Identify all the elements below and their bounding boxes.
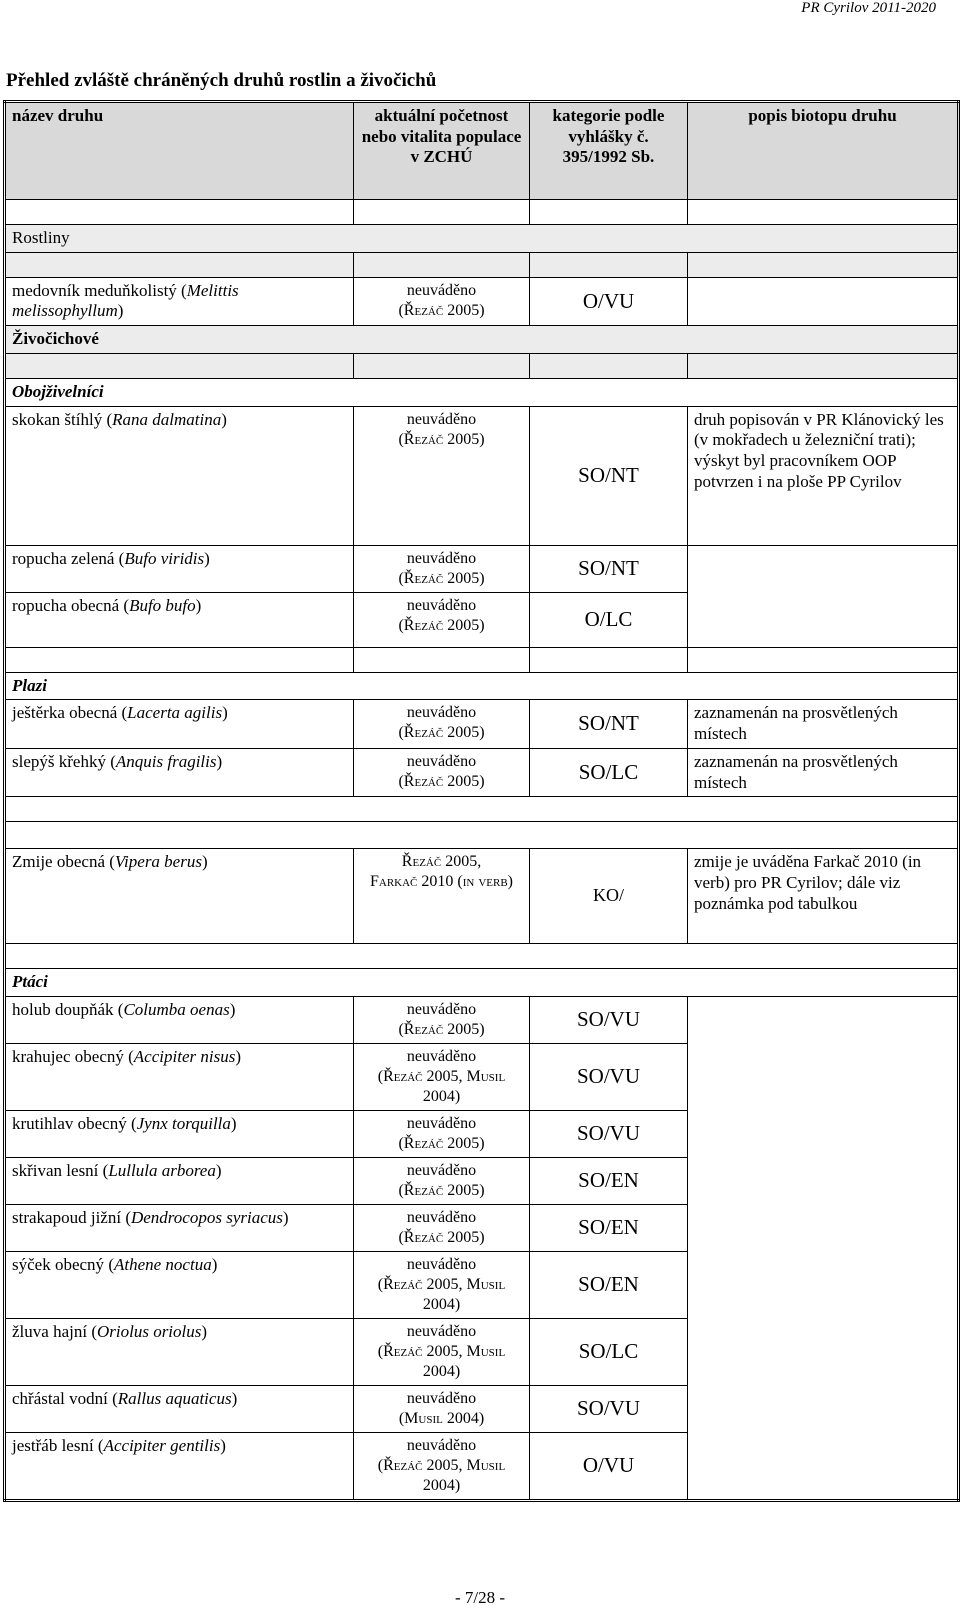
count-source: (Řezáč 2005) [398,616,485,634]
table-row: skřivan lesní (Lullula arborea) neuváděno (Řezáč 2005) SO/EN [5,1158,959,1205]
table-row: slepýš křehký (Anquis fragilis) neuváděno (Řezáč 2005) SO/LC zaznamenán na prosvětlených místech [5,748,959,796]
species-latin: Lullula arborea [108,1161,216,1181]
table-row: holub doupňák (Columba oenas) neuváděno (Řezáč 2005) SO/VU [5,997,959,1044]
section-plants: Rostliny [5,225,959,253]
table-row: medovník meduňkolistý (Melittis melissophyllum) neuváděno (Řezáč 2005) O/VU [5,277,959,325]
section-reptiles: Plazi [5,672,959,700]
count-value: neuváděno [406,1209,477,1227]
header-count: aktuální početnost nebo vitalita populace v ZCHÚ [354,102,530,200]
biotope-text: zaznamenán na prosvětlených místech [688,748,959,796]
category-value: SO/VU [530,1386,688,1433]
species-latin: Anquis fragilis [115,751,217,771]
species-latin: Bufo viridis [124,548,205,568]
species-latin: Rallus aquaticus [117,1389,232,1409]
category-value: O/VU [530,277,688,325]
count-source: (Řezáč 2005) [398,1135,485,1153]
count-value: neuváděno [406,704,477,722]
category-value: SO/NT [530,545,688,592]
count-source: (Řezáč 2005, Musil 2004) [377,1343,506,1381]
species-latin: Vipera berus [114,852,202,872]
section-birds: Ptáci [5,969,959,997]
count-value: neuváděno [406,410,477,428]
table-row: skokan štíhlý (Rana dalmatina) neuváděno (Řezáč 2005) SO/NT druh popisován v PR Klánovický les (v mokřadech u železniční trati); výskyt byl pracovníkem OOP potvrzen i na ploše PP Cyrilov [5,406,959,545]
category-value: SO/VU [530,1111,688,1158]
section-amphibians: Obojživelníci [5,378,959,406]
table-row: jestřáb lesní (Accipiter gentilis) neuváděno (Řezáč 2005, Musil 2004) O/VU [5,1433,959,1501]
species-name: holub doupňák [12,1000,114,1020]
page-title: Přehled zvláště chráněných druhů rostlin a živočichů [6,70,437,91]
table-row: sýček obecný (Athene noctua) neuváděno (Řezáč 2005, Musil 2004) SO/EN [5,1252,959,1319]
count-source: (Musil 2004) [398,1410,485,1428]
count-source: (Řezáč 2005, Musil 2004) [377,1276,506,1314]
category-value: SO/EN [530,1205,688,1252]
species-latin: Lacerta agilis [127,703,223,723]
count-value: Řezáč 2005, [401,853,482,871]
spacer-row [5,647,959,672]
species-latin: Rana dalmatina [112,409,222,429]
category-value: SO/VU [530,997,688,1044]
header-category: kategorie podle vyhlášky č. 395/1992 Sb. [530,102,688,200]
species-latin: Oriolus oriolus [96,1322,202,1342]
spacer-row [5,944,959,969]
count-source: (Řezáč 2005) [398,569,485,587]
table-row: Zmije obecná (Vipera berus) Řezáč 2005, Farkač 2010 (in verb) KO/ zmije je uváděna Farkač 2010 (in verb) pro PR Cyrilov; dále viz poznámka pod tabulkou [5,849,959,944]
biotope-text [688,997,959,1501]
table-row: krutihlav obecný (Jynx torquilla) neuváděno (Řezáč 2005) SO/VU [5,1111,959,1158]
species-latin: Athene noctua [113,1255,212,1275]
count-value: neuváděno [406,1323,477,1341]
category-value: O/LC [530,592,688,647]
count-source: (Řezáč 2005) [398,1182,485,1200]
species-name: ropucha obecná [12,595,120,615]
spacer-row [5,200,959,225]
count-value: neuváděno [406,596,477,614]
category-value: SO/NT [530,700,688,748]
count-value: neuváděno [406,1001,477,1019]
table-row: ropucha zelená (Bufo viridis) neuváděno (Řezáč 2005) SO/NT [5,545,959,592]
table-row: ropucha obecná (Bufo bufo) neuváděno (Řezáč 2005) O/LC [5,592,959,647]
species-name: krutihlav obecný [12,1114,127,1134]
count-source: (Řezáč 2005, Musil 2004) [377,1068,506,1106]
biotope-text: zmije je uváděna Farkač 2010 (in verb) pro PR Cyrilov; dále viz poznámka pod tabulkou [688,849,959,944]
category-value: SO/NT [530,406,688,545]
count-source: (Řezáč 2005) [398,724,485,742]
species-table [3,100,960,1502]
species-latin: Bufo bufo [129,595,196,615]
page-number: - 7/28 - [454,1588,506,1607]
biotope-text [688,545,959,647]
category-value: SO/LC [530,748,688,796]
count-source: (Řezáč 2005) [398,1021,485,1039]
count-source: Farkač 2010 (in verb) [369,873,513,891]
species-latin: Accipiter nisus [133,1047,236,1067]
count-value: neuváděno [406,752,477,770]
count-source: (Řezáč 2005) [398,301,485,319]
species-name: chřástal vodní [12,1389,108,1409]
species-name: sýček obecný [12,1255,105,1275]
count-value: neuváděno [406,1048,477,1066]
table-row: chřástal vodní (Rallus aquaticus) neuváděno (Musil 2004) SO/VU [5,1386,959,1433]
spacer-row [5,822,959,849]
species-name: ropucha zelená [12,548,115,568]
category-value: SO/VU [530,1044,688,1111]
category-value: SO/LC [530,1319,688,1386]
count-value: neuváděno [406,1162,477,1180]
table-row: krahujec obecný (Accipiter nisus) neuváděno (Řezáč 2005, Musil 2004) SO/VU [5,1044,959,1111]
table-row: strakapoud jižní (Dendrocopos syriacus) neuváděno (Řezáč 2005) SO/EN [5,1205,959,1252]
species-name: slepýš křehký [12,751,106,771]
species-latin: Columba oenas [123,1000,230,1020]
species-latin: Jynx torquilla [136,1114,231,1134]
category-value: KO/ [530,849,688,944]
table-row: ještěrka obecná (Lacerta agilis) neuváděno (Řezáč 2005) SO/NT zaznamenán na prosvětlených místech [5,700,959,748]
spacer-row [5,797,959,822]
table-row: žluva hajní (Oriolus oriolus) neuváděno (Řezáč 2005, Musil 2004) SO/LC [5,1319,959,1386]
species-latin: Melittis melissophyllum [12,280,239,321]
count-value: neuváděno [406,281,477,299]
biotope-text [688,277,959,325]
species-name: žluva hajní [12,1322,88,1342]
category-value: SO/EN [530,1158,688,1205]
count-value: neuváděno [406,1115,477,1133]
header-biotope: popis biotopu druhu [688,102,959,200]
running-header: PR Cyrilov 2011-2020 [801,0,936,16]
category-value: O/VU [530,1433,688,1501]
count-source: (Řezáč 2005, Musil 2004) [377,1457,506,1495]
spacer-row [5,353,959,378]
header-name: název druhu [5,102,354,200]
species-latin: Dendrocopos syriacus [130,1208,283,1228]
species-name: jestřáb lesní [12,1436,94,1456]
species-name: skokan štíhlý [12,409,103,429]
species-name: Zmije obecná [12,852,105,872]
count-value: neuváděno [406,1256,477,1274]
category-value: SO/EN [530,1252,688,1319]
spacer-row [5,252,959,277]
species-name: ještěrka obecná [12,703,118,723]
section-animals: Živočichové [5,326,959,354]
count-source: (Řezáč 2005) [398,772,485,790]
species-name: medovník meduňkolistý [12,280,177,300]
species-latin: Accipiter gentilis [103,1436,221,1456]
count-value: neuváděno [406,1437,477,1455]
count-value: neuváděno [406,1390,477,1408]
count-source: (Řezáč 2005) [398,1229,485,1247]
species-name: krahujec obecný [12,1047,124,1067]
species-name: skřivan lesní [12,1161,99,1181]
biotope-text: zaznamenán na prosvětlených místech [688,700,959,748]
count-source: (Řezáč 2005) [398,430,485,448]
table-header-row [5,102,959,200]
count-value: neuváděno [406,549,477,567]
species-name: strakapoud jižní [12,1208,122,1228]
biotope-text: druh popisován v PR Klánovický les (v mokřadech u železniční trati); výskyt byl pracovníkem OOP potvrzen i na ploše PP Cyrilov [688,406,959,545]
